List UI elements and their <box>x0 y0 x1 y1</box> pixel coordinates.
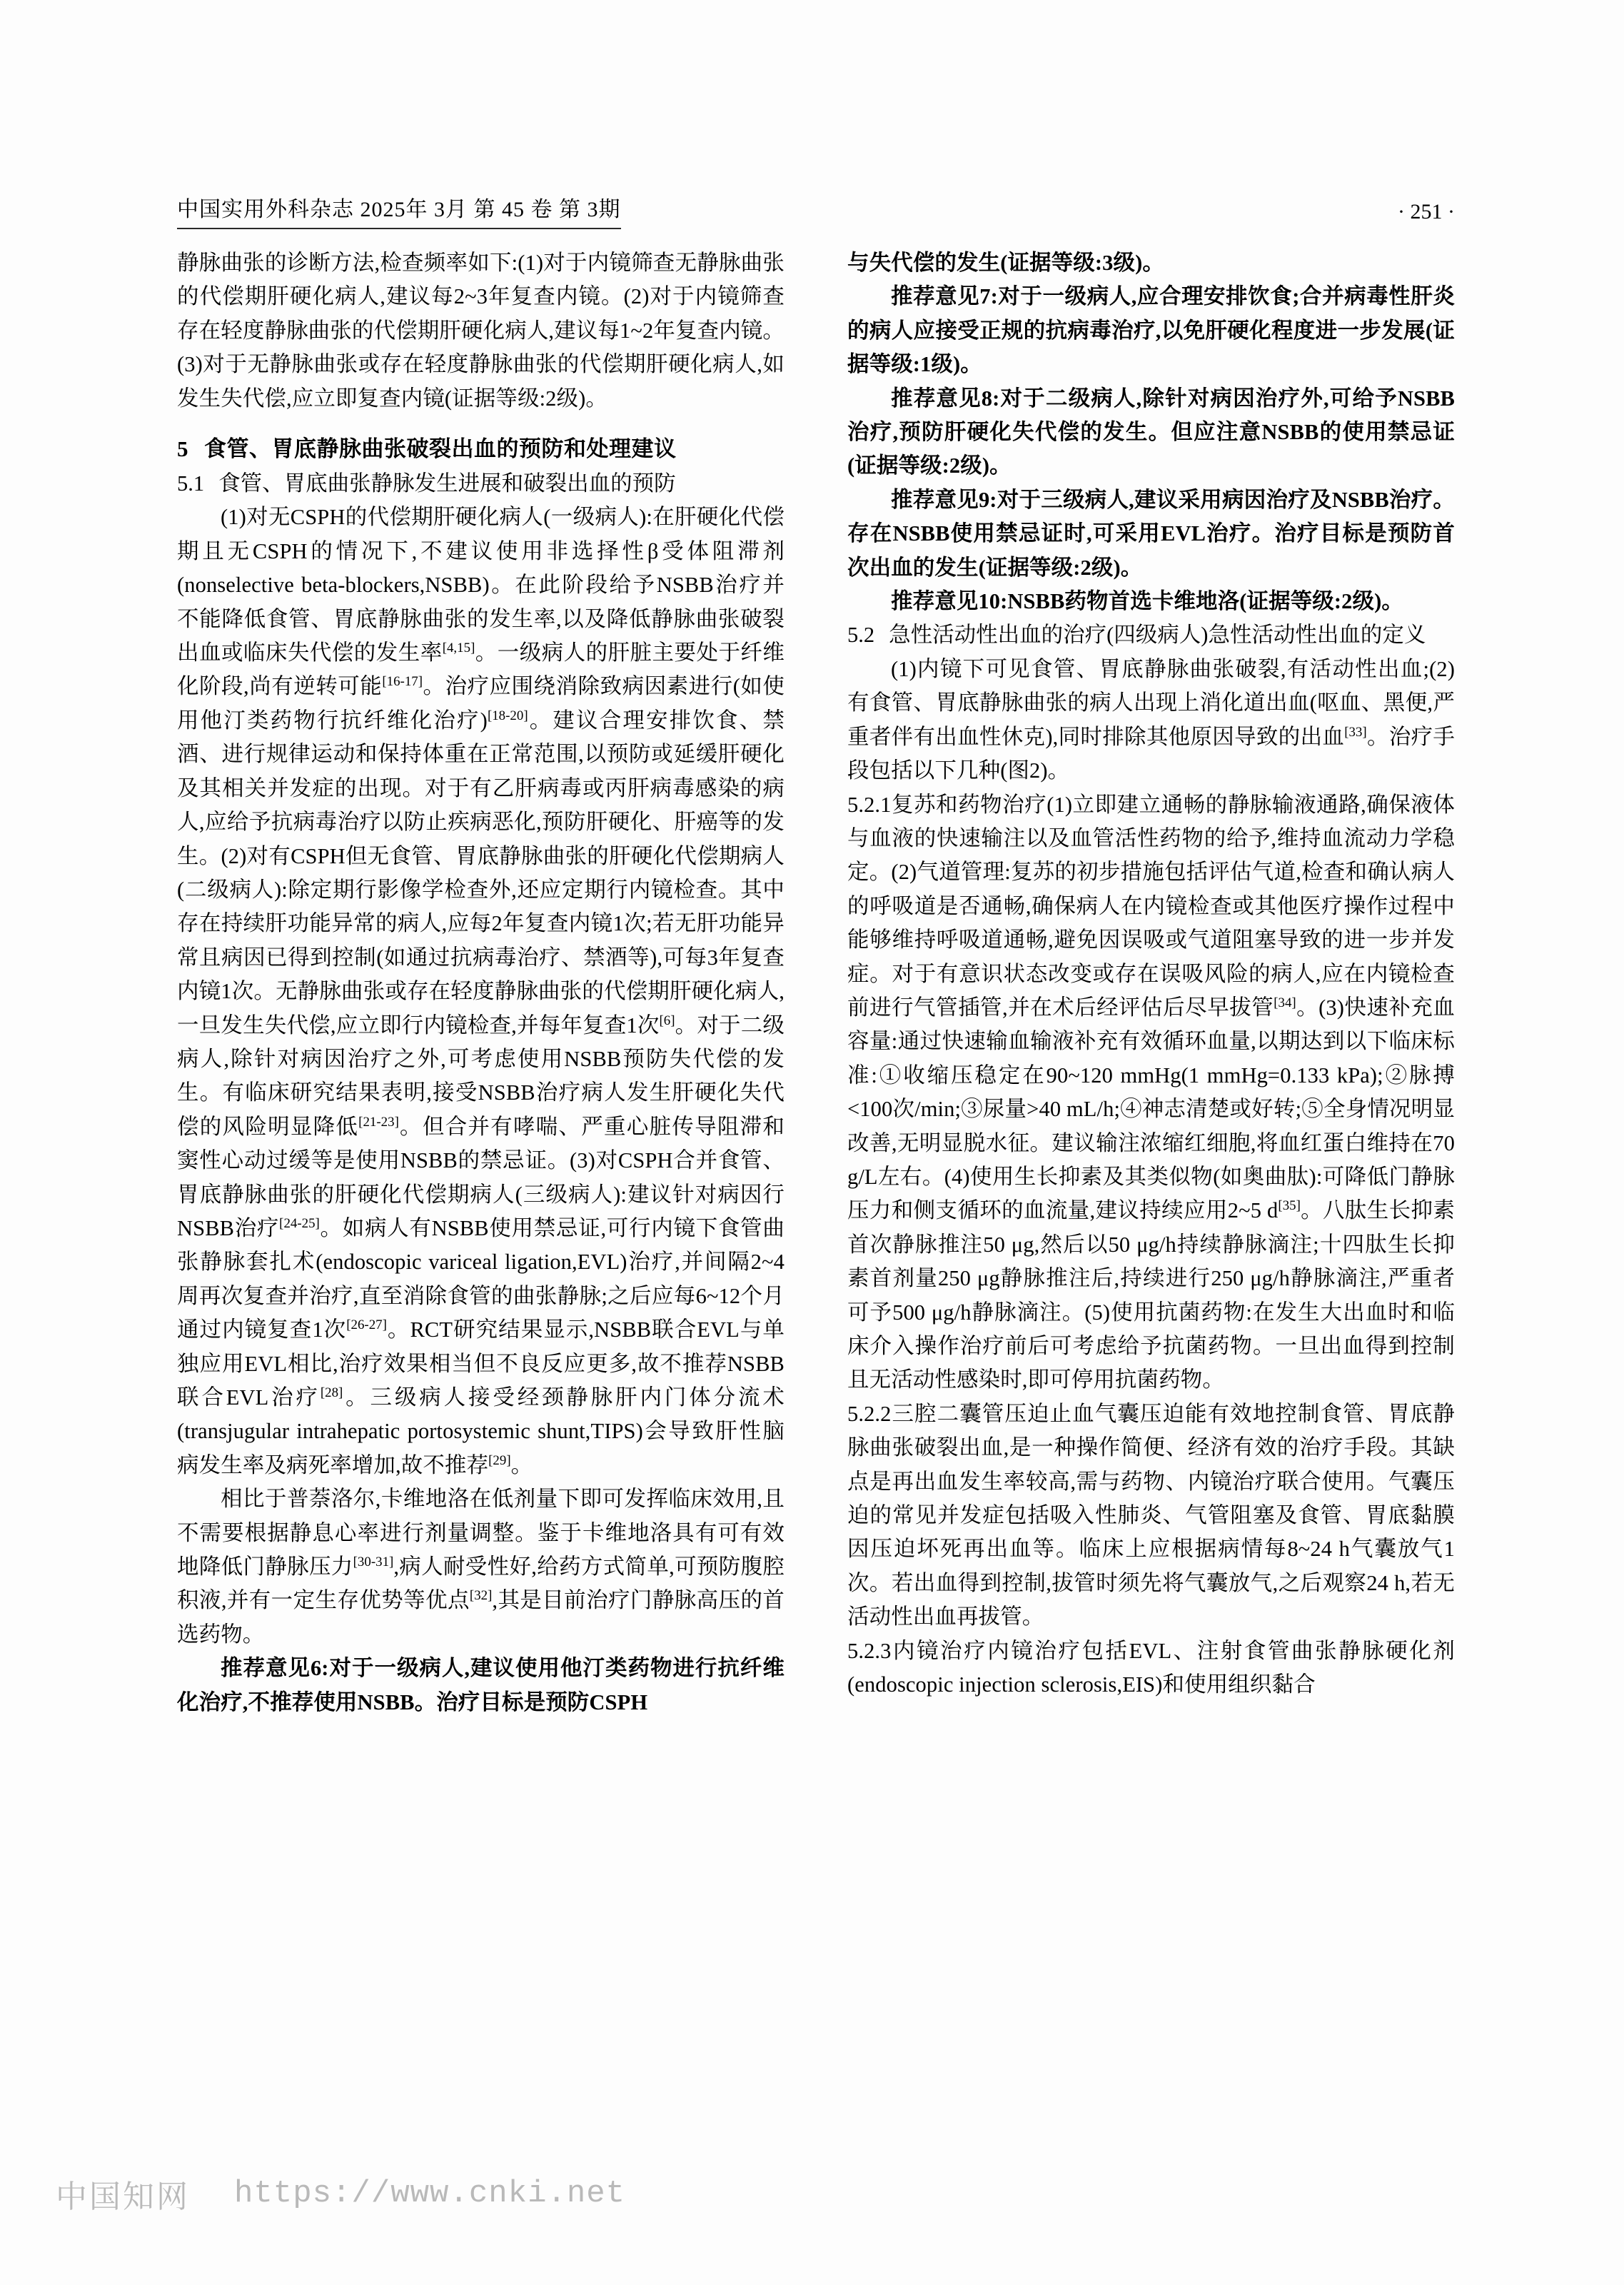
paragraph-5-2-definition <box>847 653 1455 788</box>
recommendation-9 <box>847 483 1455 585</box>
text-part-1: (1)立即建立通畅的静脉输液通路,确保液体与血液的快速输注以及血管活性药物的给予,维持血流动力学稳定。(2)气道管理:复苏的初步措施包括评估气道,检查和确认病人的呼吸道是否通畅,确保病人在内镜检查或其他医疗操作过程中能够维持呼吸道通畅,避免因误吸或气道阻塞导致的进一步并发症。对于有意识状态改变或存在误吸风险的病人,应在内镜检查前进行气管插管,并在术后经评估后尽早拔管 <box>847 792 1455 1020</box>
paragraph-screening-frequency: 静脉曲张的诊断方法,检查频率如下:(1)对于内镜筛查无静脉曲张的代偿期肝硬化病人,建议每2~3年复查内镜。(2)对于内镜筛查存在轻度静脉曲张的代偿期肝硬化病人,建议每1~2年复查内镜。(3)对于无静脉曲张或存在轻度静脉曲张的代偿期肝硬化病人,如发生失代偿,应立即复查内镜(证据等级:2级)。 <box>177 251 785 411</box>
section-5-2-title: 急性活动性出血的治疗(四级病人)急性活动性出血的定义 <box>889 623 1426 648</box>
text-part-3: ,其是目前治疗门静脉高压的首选药物。 <box>177 1588 785 1647</box>
page-number: · 251 · <box>1398 200 1455 224</box>
recommendation-7-label: 推荐意见7: <box>891 284 998 309</box>
text-part-10: 。 <box>510 1452 533 1477</box>
right-column <box>847 246 1455 1719</box>
recommendation-6-continuation-text: 与失代偿的发生(证据等级:3级)。 <box>847 251 1164 275</box>
cnki-source-label: 中国知网 <box>56 2179 190 2214</box>
recommendation-8-label: 推荐意见8: <box>891 386 1000 411</box>
text-part-1: 相比于普萘洛尔,卡维地洛在低剂量下即可发挥临床效用,且不需要根据静息心率进行剂量调整。鉴于卡维地洛具有可有效地降低门静脉压力 <box>177 1487 785 1580</box>
section-5-1-number: 5.1 <box>177 471 205 496</box>
text-part-6: 。但合并有哮喘、严重心脏传导阻滞和窦性心动过缓等是使用NSBB的禁忌证。(3)对CSPH合并食管、胃底静脉曲张的肝硬化代偿期病人(三级病人):建议针对病因行NSBB治疗 <box>177 1114 785 1240</box>
two-column-body <box>177 246 1455 1719</box>
cnki-url: https://www.cnki.net <box>234 2176 626 2211</box>
reference-4-15: [4,15] <box>442 640 475 656</box>
running-head <box>177 191 1455 229</box>
reference-32: [32] <box>469 1588 493 1604</box>
section-5-2-1-number: 5.2.1 <box>847 792 892 817</box>
section-5-2-3-text: 内镜治疗包括EVL、注射食管曲张静脉硬化剂(endoscopic injection sclerosis,EIS)和使用组织黏合 <box>847 1638 1455 1697</box>
reference-29: [29] <box>488 1452 511 1468</box>
recommendation-7-text: 对于一级病人,应合理安排饮食;合并病毒性肝炎的病人应接受正规的抗病毒治疗,以免肝硬化程度进一步发展(证据等级:1级)。 <box>847 284 1455 377</box>
reference-18-20: [18-20] <box>487 708 528 723</box>
reference-33: [33] <box>1344 724 1367 740</box>
text-part-1: (1)内镜下可见食管、胃底静脉曲张破裂,有活动性出血;(2)有食管、胃底静脉曲张的病人出现上消化道出血(呕血、黑便,严重者伴有出血性休克),同时排除其他原因导致的出血 <box>847 656 1455 749</box>
paragraph-carvedilol <box>177 1482 785 1652</box>
text-part-2: 。一级病人的肝脏主要处于纤维化阶段,尚有逆转可能 <box>177 641 785 699</box>
recommendation-10 <box>847 585 1455 618</box>
section-5-2-2-text: 气囊压迫能有效地控制食管、胃底静脉曲张破裂出血,是一种操作简便、经济有效的治疗手段。其缺点是再出血发生率较高,需与药物、内镜治疗联合使用。气囊压迫的常见并发症包括吸入性肺炎、气管阻塞及食管、胃底黏膜因压迫坏死再出血等。临床上应根据病情每8~24 h气囊放气1次。若出血得到控制,拔管时须先将气囊放气,之后观察24 h,若无活动性出血再拔管。 <box>847 1401 1455 1629</box>
left-column <box>177 246 785 1719</box>
section-5-2-1-title: 复苏和药物治疗 <box>891 792 1047 817</box>
recommendation-9-label: 推荐意见9: <box>891 487 997 512</box>
text-part-4: 。建议合理安排饮食、禁酒、进行规律运动和保持体重在正常范围,以预防或延缓肝硬化及其相关并发症的出现。对于有乙肝病毒或丙肝病毒感染的病人,应给予抗病毒治疗以防止疾病恶化,预防肝硬化、肝癌等的发生。(2)对有CSPH但无食管、胃底静脉曲张的肝硬化代偿期病人(二级病人):除定期行影像学检查外,还应定期行内镜检查。其中存在持续肝功能异常的病人,应每2年复查内镜1次;若无肝功能异常且病因已得到控制(如通过抗病毒治疗、禁酒等),可每3年复查内镜1次。无静脉曲张或存在轻度静脉曲张的代偿期肝硬化病人,一旦发生失代偿,应立即行内镜检查,并每年复查1次 <box>177 708 785 1038</box>
section-heading-5-1 <box>177 467 785 501</box>
section-5-1-title: 食管、胃底曲张静脉发生进展和破裂出血的预防 <box>218 471 676 496</box>
text-part-1: (1)对无CSPH的代偿期肝硬化病人(一级病人):在肝硬化代偿期且无CSPH的情况下,不建议使用非选择性β受体阻滞剂(nonselective beta-blockers,NSBB)。在此阶段给予NSBB治疗并不能降低食管、胃底静脉曲张的发生率,以及降低静脉曲张破裂出血或临床失代偿的发生率 <box>177 505 785 666</box>
text-part-2: 。治疗手段包括以下几种(图2)。 <box>847 724 1455 783</box>
recommendation-8 <box>847 382 1455 483</box>
section-5-2-2-title: 三腔二囊管压迫止血 <box>891 1401 1095 1426</box>
section-5-number: 5 <box>177 436 188 462</box>
recommendation-10-label: 推荐意见10: <box>891 589 1008 614</box>
section-5-2-3-number: 5.2.3 <box>847 1638 892 1663</box>
text-part-8: 。RCT研究结果显示,NSBB联合EVL与单独应用EVL相比,治疗效果相当但不良反应更多,故不推荐NSBB联合EVL治疗 <box>177 1317 785 1410</box>
recommendation-6-label: 推荐意见6: <box>221 1656 329 1681</box>
recommendation-10-text: NSBB药物首选卡维地洛(证据等级:2级)。 <box>1007 589 1403 614</box>
reference-34: [34] <box>1274 995 1296 1010</box>
text-part-3: 。八肽生长抑素首次静脉推注50 μg,然后以50 μg/h持续静脉滴注;十四肽生长抑素首剂量250 μg静脉推注后,持续进行250 μg/h静脉滴注,严重者可予500 μg/h静脉滴注。(5)使用抗菌药物:在发生大出血时和临床介入操作治疗前后可考虑给予抗菌药物。一旦出血得到控制且无活动性感染时,即可停用抗菌药物。 <box>847 1198 1455 1392</box>
reference-35: [35] <box>1278 1198 1301 1214</box>
text-part-3: 。治疗应围绕消除致病因素进行(如使用他汀类药物行抗纤维化治疗) <box>177 674 785 733</box>
section-heading-5-2 <box>847 618 1455 652</box>
reference-6: [6] <box>659 1013 675 1028</box>
recommendation-9-text: 对于三级病人,建议采用病因治疗及NSBB治疗。存在NSBB使用禁忌证时,可采用EVL治疗。治疗目标是预防首次出血的发生(证据等级:2级)。 <box>847 487 1455 580</box>
reference-30-31: [30-31] <box>353 1554 394 1570</box>
cnki-watermark <box>56 2171 625 2216</box>
recommendation-6-continuation <box>847 246 1455 280</box>
section-heading-5 <box>177 432 785 466</box>
text-part-2: 。(3)快速补充血容量:通过快速输血输液补充有效循环血量,以期达到以下临床标准:①收缩压稳定在90~120 mmHg(1 mmHg=0.133 kPa);②脉搏<100次/min;③尿量>40 mL/h;④神志清楚或好转;⑤全身情况明显改善,无明显脱水征。建议输注浓缩红细胞,将血红蛋白维持在70 g/L左右。(4)使用生长抑素及其类似物(如奥曲肽):可降低门静脉压力和侧支循环的血流量,建议持续应用2~5 d <box>847 995 1455 1223</box>
text-part-2: ,病人耐受性好,给药方式简单,可预防腹腔积液,并有一定生存优势等优点 <box>177 1555 785 1613</box>
reference-26-27: [26-27] <box>346 1317 387 1333</box>
text-part-9: 。三级病人接受经颈静脉肝内门体分流术(transjugular intrahepatic portosystemic shunt,TIPS)会导致肝性脑病发生率及病死率增加,故不推荐 <box>177 1385 785 1477</box>
recommendation-6-text: 对于一级病人,建议使用他汀类药物进行抗纤维化治疗,不推荐使用NSBB。治疗目标是预防CSPH <box>177 1656 785 1714</box>
reference-24-25: [24-25] <box>279 1215 320 1231</box>
reference-28: [28] <box>320 1385 343 1400</box>
recommendation-7 <box>847 280 1455 381</box>
section-5-title: 食管、胃底静脉曲张破裂出血的预防和处理建议 <box>204 436 677 462</box>
recommendation-6 <box>177 1652 785 1719</box>
section-5-2-number: 5.2 <box>847 623 875 648</box>
recommendation-8-text: 对于二级病人,除针对病因治疗外,可给予NSBB治疗,预防肝硬化失代偿的发生。但应注意NSBB的使用禁忌证(证据等级:2级)。 <box>847 386 1455 478</box>
text-part-7: 。如病人有NSBB使用禁忌证,可行内镜下食管曲张静脉套扎术(endoscopic variceal ligation,EVL)治疗,并间隔2~4周再次复查并治疗,直至消除食管的曲张静脉;之后应每6~12个月通过内镜复查1次 <box>177 1215 785 1342</box>
section-5-2-3-block <box>847 1634 1455 1702</box>
section-5-2-1-block <box>847 788 1455 1397</box>
journal-title-line: 中国实用外科杂志 2025年 3月 第 45 卷 第 3期 <box>177 191 621 229</box>
paragraph-5-1-grade-recommendations <box>177 501 785 1482</box>
text-part-5: 。对于二级病人,除针对病因治疗之外,可考虑使用NSBB预防失代偿的发生。有临床研究结果表明,接受NSBB治疗病人发生肝硬化失代偿的风险明显降低 <box>177 1013 785 1139</box>
section-5-2-2-number: 5.2.2 <box>847 1401 892 1426</box>
section-5-2-2-block <box>847 1397 1455 1634</box>
reference-16-17: [16-17] <box>382 674 423 690</box>
reference-21-23: [21-23] <box>358 1114 399 1130</box>
section-5-2-3-title: 内镜治疗 <box>891 1638 988 1663</box>
